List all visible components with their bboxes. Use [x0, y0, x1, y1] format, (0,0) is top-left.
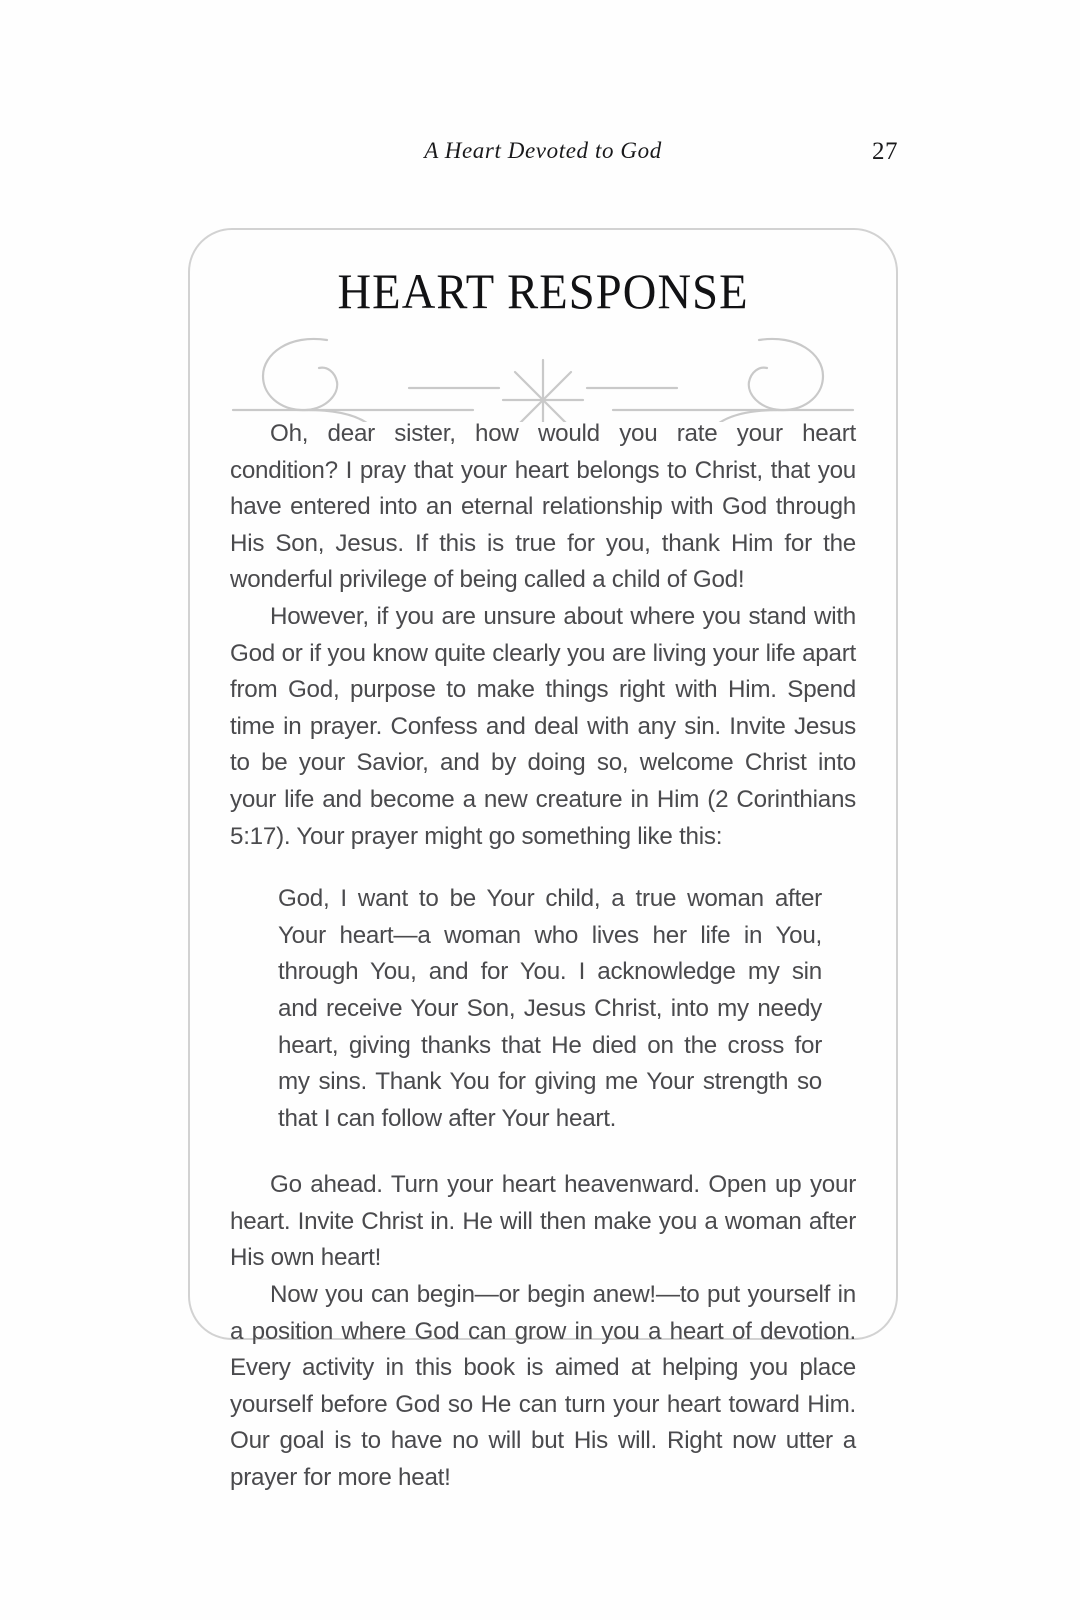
card-heading-text: HEART RESPONSE — [337, 263, 749, 319]
card-body — [230, 416, 856, 1497]
right-spiral-curl-icon — [749, 339, 823, 410]
page-number: 27 — [872, 138, 898, 165]
paragraph-2: However, if you are unsure about where you stand with God or if you know quite clearly you are living your life apart from God, purpose to make things right with Him. Spend time in prayer. Confess and deal with any sin. Invite Jesus to be your Savior, and by doing so, welcome Christ into your life and become a new creature in Him (2 Corinthians 5:17). Your prayer might go something like this: — [230, 602, 856, 850]
center-star-icon — [503, 360, 583, 422]
paragraph-4: Now you can begin—or begin anew!—to put yourself in a position where God can grow in you a heart of devotion. Every activity in this book is aimed at helping you place yourself before God so He can turn your heart toward Him. Our goal is to have no will but His will. Right now utter a prayer for more heat! — [230, 1281, 856, 1492]
paragraph-3: Go ahead. Turn your heart heavenward. Open up your heart. Invite Christ in. He will then make you a woman after His own heart! — [230, 1171, 856, 1272]
left-spiral-curl-icon — [263, 339, 337, 410]
prayer-block — [230, 881, 856, 1137]
running-head-title: A Heart Devoted to God — [424, 138, 662, 163]
heart-response-card — [188, 228, 898, 1492]
running-head — [188, 138, 898, 172]
card-heading — [190, 263, 896, 319]
paragraph-1: Oh, dear sister, how would you rate your heart condition? I pray that your heart belongs to Christ, that you have entered into an eternal relationship with God through His Son, Jesus. If this is true for you, thank Him for the wonderful privilege of being called a child of God! — [230, 420, 856, 594]
prayer-text: God, I want to be Your child, a true woman after Your heart—a woman who lives her life in You, through You, and for You. I acknowledge my sin and receive Your Son, Jesus Christ, into my needy heart, giving thanks that He died on the cross for my sins. Thank You for giving me Your strength so that I can follow after Your heart. — [278, 885, 822, 1132]
